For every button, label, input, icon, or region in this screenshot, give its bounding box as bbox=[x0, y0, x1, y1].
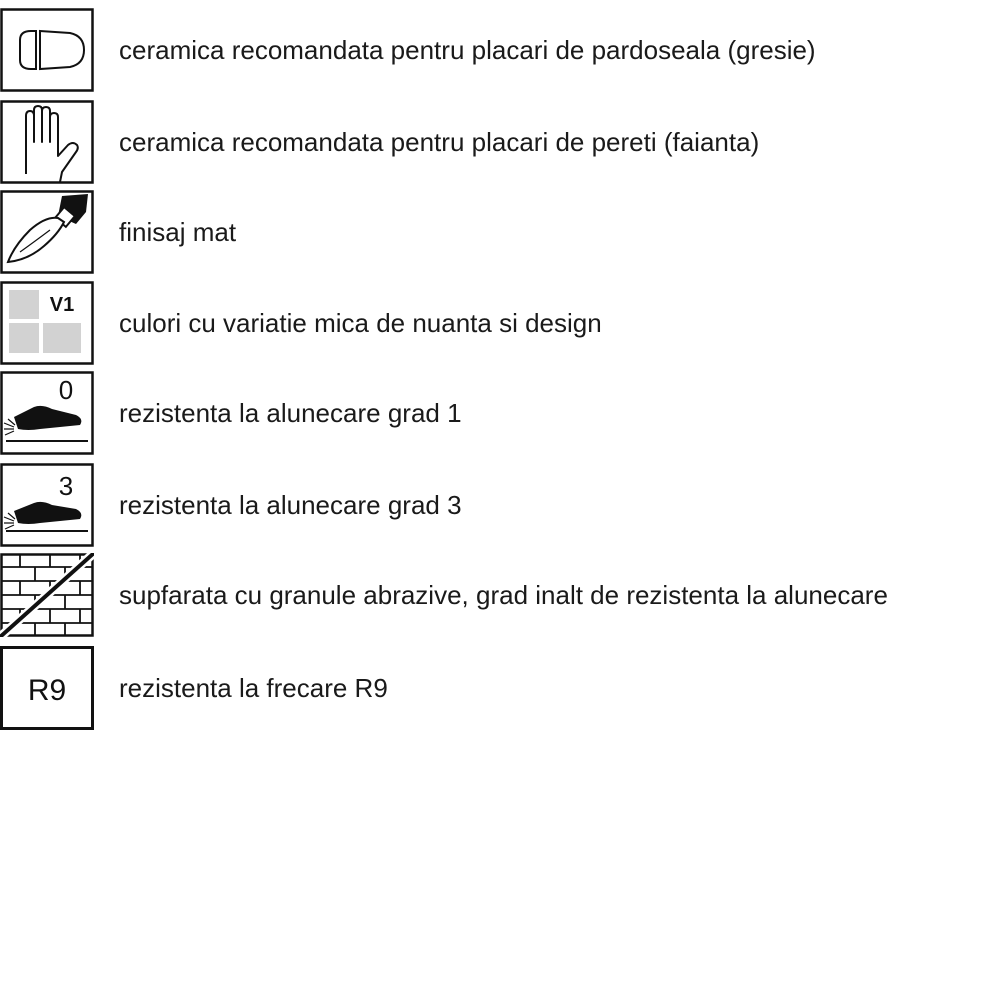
r9-rating-icon bbox=[0, 646, 94, 730]
paintbrush-icon bbox=[0, 190, 94, 274]
slip-grade-icon-text: 0 bbox=[58, 375, 74, 405]
legend-item-matte-finish bbox=[0, 190, 1000, 280]
legend-item-floor-tiles bbox=[0, 8, 1000, 98]
legend-item-r9-rating bbox=[0, 646, 1000, 736]
r9-icon-text: R9 bbox=[27, 674, 67, 707]
legend-item-label: rezistenta la alunecare grad 1 bbox=[119, 398, 462, 428]
slip-resistance-shoe-icon bbox=[0, 371, 94, 455]
color-variation-v1-icon bbox=[0, 281, 94, 365]
legend-item-slip-resistance-grade-1 bbox=[0, 371, 1000, 461]
legend-item-label: rezistenta la alunecare grad 3 bbox=[119, 490, 462, 520]
slip-grade-icon-text: 3 bbox=[58, 471, 74, 501]
legend-item-label: supfarata cu granule abrazive, grad inalt de rezistenta la alunecare bbox=[119, 580, 888, 610]
slip-resistance-shoe-icon bbox=[0, 463, 94, 547]
legend-item-label: ceramica recomandata pentru placari de pereti (faianta) bbox=[119, 127, 760, 157]
legend-item-label: culori cu variatie mica de nuanta si design bbox=[119, 308, 602, 338]
v1-icon-text: V1 bbox=[49, 294, 75, 316]
legend-item-color-variation bbox=[0, 281, 1000, 371]
legend-item-abrasive-surface bbox=[0, 553, 1000, 643]
legend-item-label: rezistenta la frecare R9 bbox=[119, 673, 388, 703]
legend-item-label: ceramica recomandata pentru placari de pardoseala (gresie) bbox=[119, 35, 816, 65]
legend-item-label: finisaj mat bbox=[119, 217, 237, 247]
hand-icon bbox=[0, 100, 94, 184]
brick-wall-slash-icon bbox=[0, 553, 94, 637]
legend-item-slip-resistance-grade-3 bbox=[0, 463, 1000, 553]
legend-item-wall-tiles bbox=[0, 100, 1000, 190]
shoe-sole-icon bbox=[0, 8, 94, 92]
